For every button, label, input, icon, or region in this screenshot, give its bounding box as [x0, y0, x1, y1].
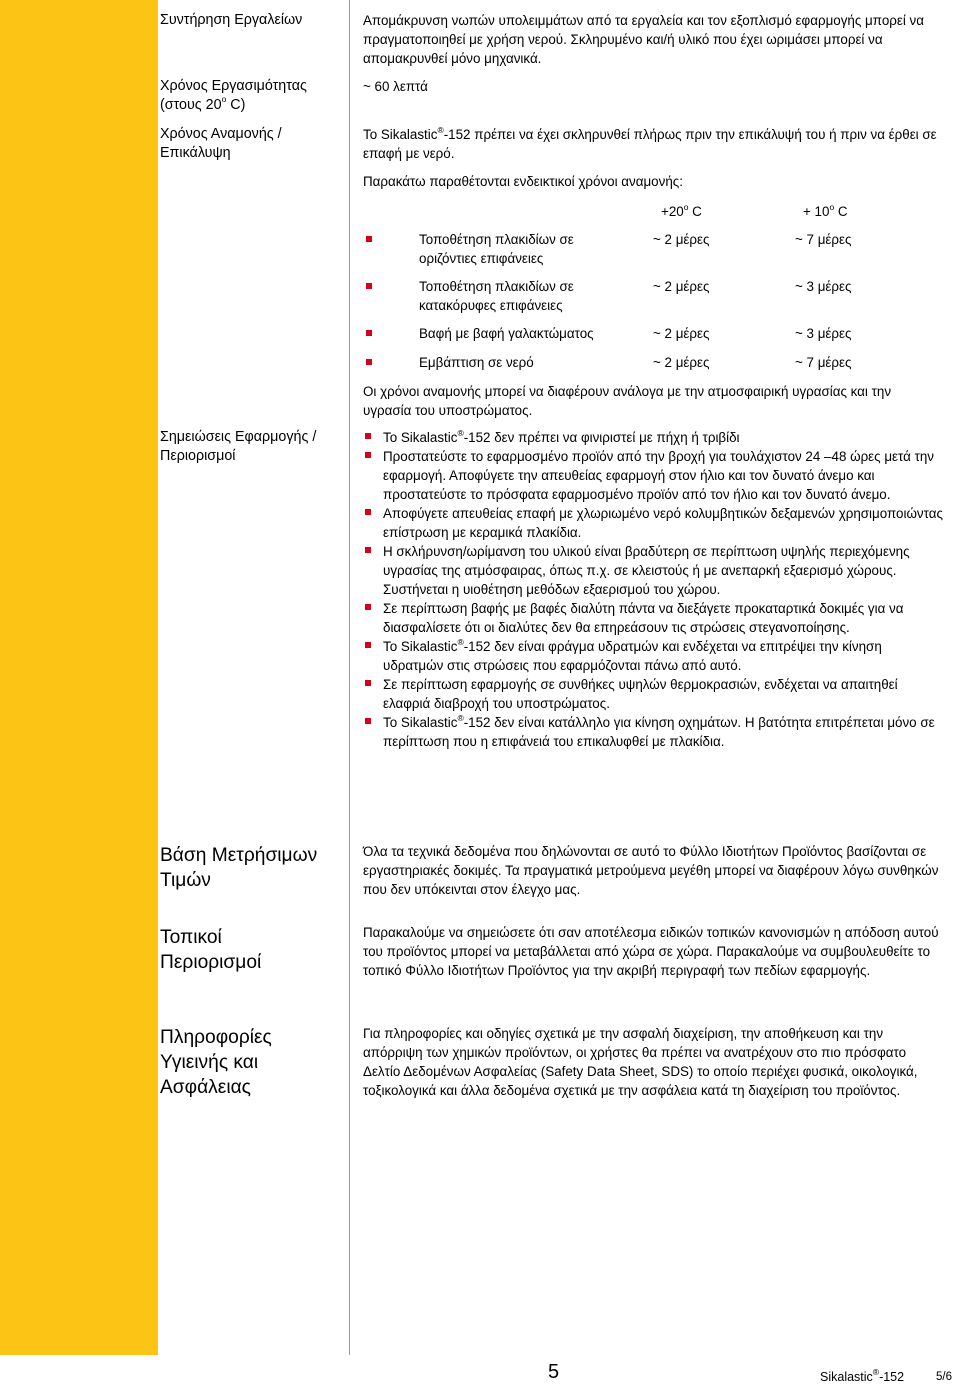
- bullet-icon: [365, 680, 371, 686]
- label-line: Περιορισμοί: [160, 448, 236, 464]
- list-item: Σε περίπτωση εφαρμογής σε συνθήκες υψηλών θερμοκρασιών, ενδέχεται να απαιτηθεί ελαφριά διαβροχή του υποστρώματος.: [363, 675, 943, 713]
- label-line: Βάση Μετρήσιμων: [160, 845, 318, 866]
- label-line: Χρόνος Εργασιμότητας: [160, 78, 307, 94]
- label-pot-life: [160, 77, 350, 115]
- row-label: Βαφή με βαφή γαλακτώματος: [419, 326, 594, 341]
- row-label: Τοποθέτηση πλακιδίων σε κατακόρυφες επιφάνειες: [419, 279, 574, 313]
- row-value-10c: ~ 3 μέρες: [795, 279, 852, 294]
- list-item: Το Sikalastic®-152 δεν είναι φράγμα υδρατμών και ενδέχεται να επιτρέψει την κίνηση υδρατμών στις στρώσεις που εφαρμόζονται πάνω από αυτό.: [363, 637, 943, 675]
- bullet-icon: [365, 433, 371, 439]
- row-value-20c: ~ 2 μέρες: [653, 232, 710, 247]
- footer-page-of: 5/6: [936, 1371, 952, 1383]
- list-item: Το Sikalastic®-152 δεν είναι κατάλληλο για κίνηση οχημάτων. Η βατότητα επιτρέπεται μόνο σε περίπτωση που η επιφάνειά του επικαλυφθεί με πλακίδια.: [363, 713, 943, 751]
- bullet-icon: [365, 547, 371, 553]
- bullet-icon: [365, 452, 371, 458]
- label-line: Περιορισμοί: [160, 952, 262, 973]
- label-health-safety: [160, 1025, 350, 1100]
- tool-maintenance-text: Απομάκρυνση νωπών υπολειμμάτων από τα εργαλεία και τον εξοπλισμό εφαρμογής μπορεί να πραγματοποιηθεί με χρήση νερού. Σκληρυμένο και/ή υλικό που έχει ωριμάσει μπορεί να απομακρυνθεί μόνο μηχανικά.: [363, 13, 924, 66]
- row-label: Εμβάπτιση σε νερό: [419, 355, 534, 370]
- value-base-text: Όλα τα τεχνικά δεδομένα που δηλώνονται σε αυτό το Φύλλο Ιδιοτήτων Προϊόντος βασίζονται σε εργαστηριακές δοκιμές. Τα πραγματικά μετρούμενα μεγέθη μπορεί να διαφέρουν λόγω συνθηκών που δεν υπόκεινται στον έλεγχο μας.: [363, 844, 939, 897]
- label-line: Τοπικοί: [160, 927, 222, 948]
- label-tool-maintenance: [160, 11, 350, 30]
- label-line: Σημειώσεις Εφαρμογής /: [160, 429, 317, 445]
- label-value-base: [160, 843, 350, 893]
- label-local-restrictions: [160, 925, 350, 975]
- row-value-10c: ~ 3 μέρες: [795, 326, 852, 341]
- page-number: 5: [548, 1361, 560, 1383]
- bullet-icon: [365, 604, 371, 610]
- row-value-20c: ~ 2 μέρες: [653, 326, 710, 341]
- footer-product-name: Sikalastic®-152: [820, 1366, 905, 1384]
- table-header-10c: + $10^o$ C: [803, 201, 848, 219]
- sidebar-stripe: [0, 0, 158, 1355]
- label-line: Πληροφορίες: [160, 1027, 272, 1048]
- bullet-icon: [365, 642, 371, 648]
- bullet-icon: [365, 718, 371, 724]
- bullet-icon: [366, 359, 372, 365]
- table-header-20c: $+20^o$ C: [661, 201, 702, 219]
- list-item: Η σκλήρυνση/ωρίμανση του υλικού είναι βραδύτερη σε περίπτωση υψηλής περιεχόμενης υγρασίας της ατμόσφαιρας, όπως π.χ. σε κλειστούς ή με ανεπαρκή εξαερισμό χώρους. Συστήνεται η υιοθέτηση μεθόδων εξαερισμού του χώρου.: [363, 542, 943, 599]
- label-line: Υγιεινής και: [160, 1052, 259, 1073]
- bullet-icon: [366, 330, 372, 336]
- waiting-time-intro: Το Sikalastic®-152 πρέπει να έχει σκληρυνθεί πλήρως πριν την επικάλυψή του ή πριν να έρθει σε επαφή με νερό.: [363, 124, 937, 161]
- label-line: Τιμών: [160, 870, 211, 891]
- row-value-10c: ~ 7 μέρες: [795, 232, 852, 247]
- list-item: Προστατεύστε το εφαρμοσμένο προϊόν από την βροχή για τουλάχιστον 24 –48 ώρες μετά την εφαρμογή. Αποφύγετε την απευθείας εφαρμογή στον ήλιο και τον δυνατό άνεμο και προστατεύστε το πρόσφατα εφαρμοσμένο προϊόν από τον ήλιο και τον δυνατό άνεμο.: [363, 447, 943, 504]
- bullet-icon: [366, 236, 372, 242]
- row-label: Τοποθέτηση πλακιδίων σε οριζόντιες επιφάνειες: [419, 232, 574, 266]
- label-line: (στους $20^o$ C): [160, 94, 246, 113]
- label-application-notes: [160, 428, 350, 466]
- local-restrictions-text: Παρακαλούμε να σημειώσετε ότι σαν αποτέλεσμα ειδικών τοπικών κανονισμών η απόδοση αυτού του προϊόντος μπορεί να μεταβάλλεται από χώρα σε χώρα. Παρακαλούμε να συμβουλευθείτε το τοπικό Φύλλο Ιδιοτήτων Προϊόντος για την ακριβή περιγραφή των πεδίων εφαρμογής.: [363, 925, 939, 978]
- column-divider: [349, 0, 350, 1355]
- list-item: Το Sikalastic®-152 δεν πρέπει να φινιριστεί με πήχη ή τριβίδι: [363, 428, 943, 447]
- list-item: Σε περίπτωση βαφής με βαφές διαλύτη πάντα να διεξάγετε προκαταρτικά δοκιμές για να διασφαλίσετε ότι οι διαλύτες δεν θα επηρεάσουν τις στρώσεις στεγανοποίησης.: [363, 599, 943, 637]
- waiting-time-note: Οι χρόνοι αναμονής μπορεί να διαφέρουν ανάλογα με την ατμοσφαιρική υγρασίας και την υγρασία του υποστρώματος.: [363, 384, 892, 418]
- row-value-10c: ~ 7 μέρες: [795, 355, 852, 370]
- bullet-icon: [366, 283, 372, 289]
- row-value-20c: ~ 2 μέρες: [653, 279, 710, 294]
- label-line: Επικάλυψη: [160, 145, 231, 161]
- label-waiting-time: [160, 125, 350, 163]
- label-line: Ασφάλειας: [160, 1077, 251, 1098]
- application-notes-list: [363, 428, 943, 751]
- waiting-table-intro: Παρακάτω παραθέτονται ενδεικτικοί χρόνοι αναμονής:: [363, 174, 683, 189]
- health-safety-text: Για πληροφορίες και οδηγίες σχετικά με την ασφαλή διαχείριση, την αποθήκευση και την απόρριψη των χημικών προϊόντων, οι χρήστες θα πρέπει να ανατρέχουν στο πιο πρόσφατο Δελτίο Δεδομένων Ασφαλείας (Safety Data Sheet, SDS) το οποίο περιέχει φυσικά, οικολογικά, τοξικολογικά και άλλα δεδομένα σχετικά με την ασφάλεια κατά τη διαχείριση του προϊόντος.: [363, 1026, 918, 1098]
- list-item: Αποφύγετε απευθείας επαφή με χλωριωμένο νερό κολυμβητικών δεξαμενών χρησιμοποιώντας επίστρωση με κεραμικά πλακίδια.: [363, 504, 943, 542]
- label-line: Χρόνος Αναμονής /: [160, 126, 282, 142]
- label-text: Συντήρηση Εργαλείων: [160, 12, 303, 28]
- bullet-icon: [365, 509, 371, 515]
- pot-life-value: ~ 60 λεπτά: [363, 79, 428, 94]
- row-value-20c: ~ 2 μέρες: [653, 355, 710, 370]
